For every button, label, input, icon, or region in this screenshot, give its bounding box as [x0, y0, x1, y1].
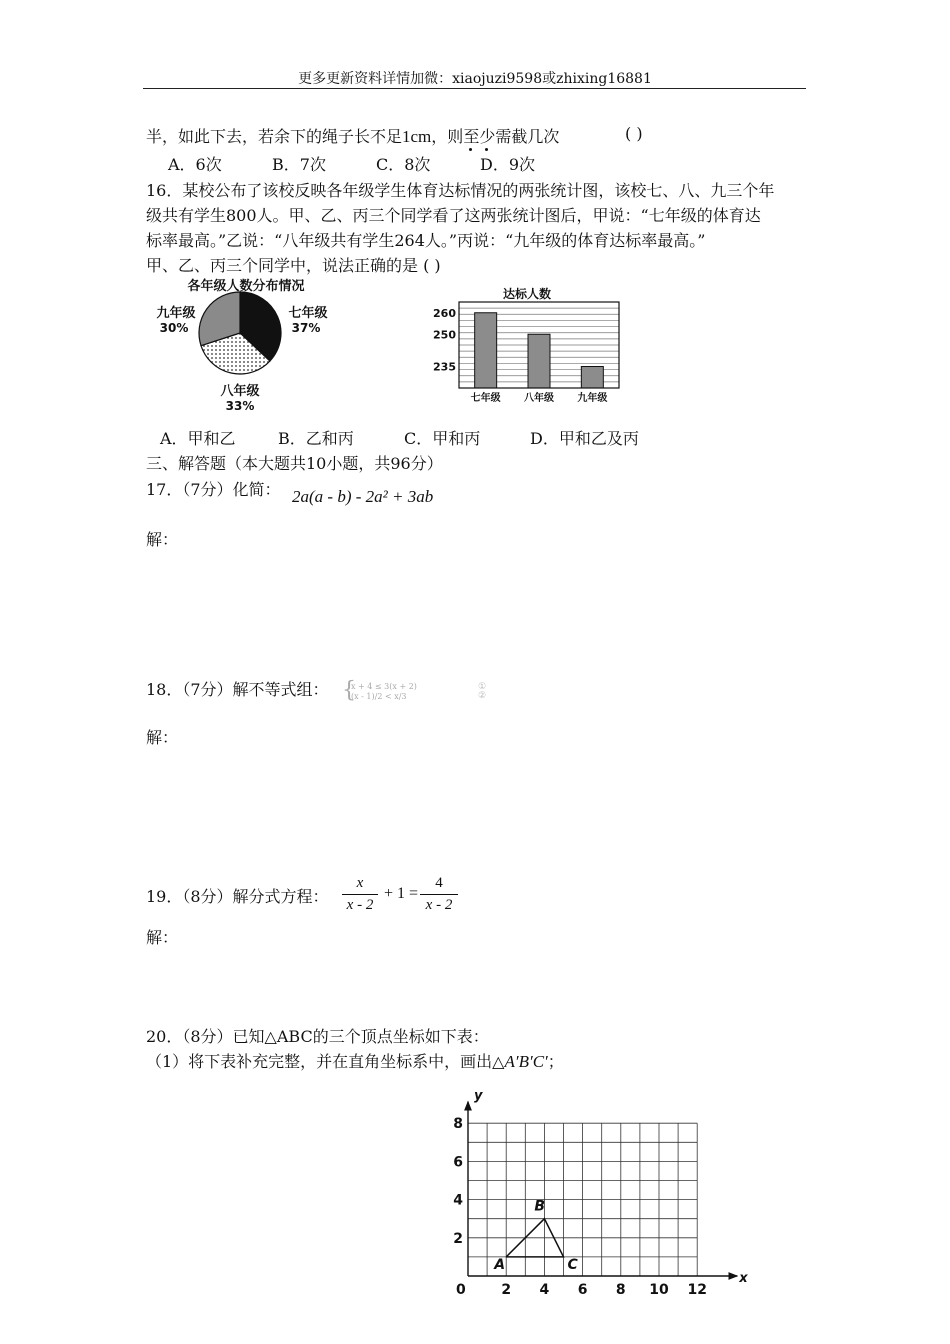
q17-answer-label: 解：	[146, 530, 179, 549]
q19-label: 19．（8分）解分式方程：	[146, 887, 329, 906]
q16-option-b: B．乙和丙	[278, 429, 354, 448]
q15-text-c: 需截几次	[495, 127, 560, 146]
q16-line-1: 16．某校公布了该校反映各年级学生体育达标情况的两张统计图，该校七、八、九三个年	[146, 181, 775, 200]
bar-category-label: 八年级	[524, 393, 554, 404]
section-3-heading: 三、解答题（本大题共10小题，共96分）	[146, 454, 443, 473]
q15-text-b: ，则	[431, 127, 464, 146]
q16-option-a: A．甲和乙	[160, 429, 236, 448]
q19-frac1-bar	[342, 894, 378, 895]
graph-tick-labels	[453, 1116, 707, 1298]
bar-title: 达标人数	[502, 287, 552, 301]
q15-option-d: D．9次	[480, 155, 536, 174]
origin-label: 0	[456, 1282, 466, 1298]
graph-x-tick-label: 4	[539, 1282, 550, 1298]
q15-text-a: 半，如此下去，若余下的绳子长不足	[146, 127, 403, 146]
bar-y-tick-label: 260	[433, 306, 456, 320]
pie-chart	[146, 272, 346, 418]
q16-line-4: 甲、乙、丙三个同学中，说法正确的是 ( )	[146, 256, 441, 275]
pie-title: 各年级人数分布情况	[187, 279, 305, 294]
q18-label: 18．（7分）解不等式组：	[146, 680, 329, 699]
q18-mark-1: ①	[478, 682, 487, 692]
vertex-label-c: C	[567, 1256, 578, 1273]
graph-y-tick-label: 2	[453, 1230, 463, 1247]
q18-line-1: x + 4 ≤ 3(x + 2)	[351, 682, 417, 691]
graph-x-tick-label: 8	[615, 1282, 626, 1298]
q19-frac2-numerator: 4	[435, 875, 443, 891]
y-axis-label: y	[474, 1088, 483, 1104]
bar-y-tick-label: 250	[433, 328, 456, 342]
q18-mark-2: ②	[478, 691, 487, 701]
pie-label-grade8: 八年级	[220, 384, 260, 399]
graph-y-tick-label: 4	[453, 1192, 463, 1209]
bar-chart	[425, 282, 630, 406]
q20-sub1	[146, 1049, 564, 1072]
q19-frac2-denominator: x - 2	[425, 897, 453, 913]
graph-y-tick-label: 6	[453, 1154, 463, 1171]
bar-category-label: 九年级	[577, 393, 608, 404]
q15-answer-paren: ( )	[625, 124, 643, 143]
page-header: 更多更新资料详情加微：xiaojuzi9598或zhixing16881	[298, 71, 652, 87]
q15-option-c: C．8次	[376, 155, 431, 174]
graph-y-tick-label: 8	[453, 1116, 463, 1133]
pie-label-grade9: 九年级	[156, 306, 196, 321]
graph-x-tick-label: 2	[501, 1282, 512, 1298]
q15-line	[146, 124, 559, 147]
header-rule	[143, 88, 806, 89]
pie-value-grade9: 30%	[159, 321, 189, 335]
bar-y-ticks	[433, 307, 456, 374]
vertex-label-a: A	[494, 1256, 506, 1273]
q20-sub1-triangle: A′B′C′	[504, 1052, 548, 1071]
coordinate-graph	[440, 1084, 760, 1324]
pie-label-grade7: 七年级	[288, 306, 328, 321]
q18-brace: {	[342, 678, 356, 703]
graph-x-tick-label: 6	[577, 1282, 588, 1298]
pie-slices	[199, 292, 281, 374]
bar-x-categories	[471, 391, 608, 404]
graph-grid	[468, 1123, 697, 1276]
q16-option-c: C．甲和丙	[404, 429, 481, 448]
q18-line-2: (x - 1)/2 < x/3	[351, 692, 407, 701]
q15-option-a: A．6次	[168, 155, 222, 174]
q20-sub1-text: （1）将下表补充完整，并在直角坐标系中，画出△	[146, 1052, 505, 1071]
q15-emphasis-1: 至	[463, 127, 480, 146]
q18-answer-label: 解：	[146, 728, 179, 747]
q19-fraction-1	[342, 874, 378, 915]
graph-x-tick-label: 10	[649, 1282, 669, 1298]
bar-1	[475, 313, 497, 388]
bar-category-label: 七年级	[470, 393, 501, 404]
q17-expression: 2a(a - b) - 2a² + 3ab	[292, 487, 434, 506]
vertex-label-b: B	[534, 1198, 546, 1215]
pie-value-grade7: 37%	[291, 321, 321, 335]
q19-frac1-denominator: x - 2	[346, 897, 374, 913]
bar-bars	[475, 313, 604, 388]
q19-fraction-2	[420, 874, 458, 915]
bar-y-tick-label: 235	[433, 360, 456, 374]
q19-frac1-numerator: x	[356, 875, 364, 891]
bar-2	[528, 334, 550, 388]
q16-line-2: 级共有学生800人。甲、乙、丙三个同学看了这两张统计图后，甲说：“七年级的体育达	[146, 206, 761, 225]
graph-x-tick-label: 12	[687, 1282, 707, 1298]
x-axis-label: x	[739, 1271, 748, 1286]
q17-label: 17．（7分）化简：	[146, 480, 281, 499]
q20-label: 20．（8分）已知△ABC的三个顶点坐标如下表：	[146, 1027, 489, 1046]
q16-option-d: D．甲和乙及丙	[530, 429, 639, 448]
q19-frac2-bar	[420, 894, 458, 895]
q19-middle: + 1 =	[384, 885, 419, 902]
bar-3	[581, 367, 603, 389]
q16-line-3: 标率最高。”乙说：“八年级共有学生264人。”丙说：“九年级的体育达标率最高。”	[146, 231, 706, 250]
q15-option-b: B．7次	[272, 155, 326, 174]
q18-marks	[478, 683, 486, 701]
q20-sub1-end: ；	[547, 1052, 564, 1071]
q15-emphasis-2: 少	[479, 127, 496, 146]
q19-answer-label: 解：	[146, 928, 179, 947]
pie-value-grade8: 33%	[225, 399, 255, 413]
q15-unit: 1cm	[402, 127, 432, 146]
